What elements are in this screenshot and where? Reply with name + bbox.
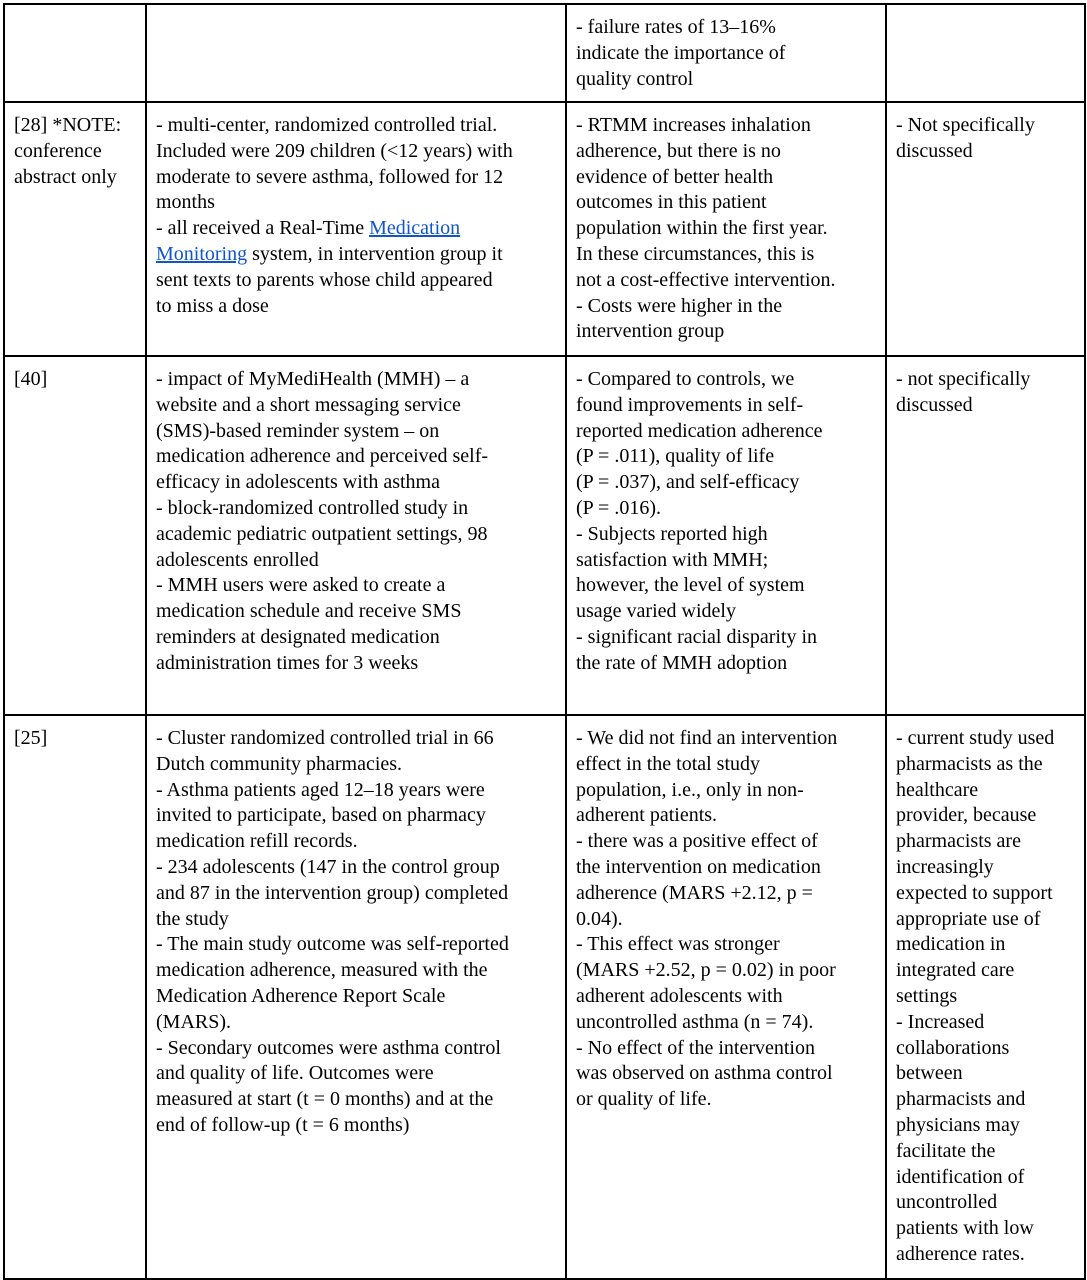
cell-line	[576, 216, 877, 242]
cell-line	[576, 113, 877, 139]
cell-text: adherence (MARS +2.12, p =	[576, 881, 813, 904]
cell-text: - Compared to controls, we	[576, 368, 795, 390]
cell-text: - MMH users were asked to create a	[156, 574, 446, 597]
cell-text: system, in intervention group it	[247, 242, 503, 265]
cell-text: [40]	[14, 368, 48, 390]
cell-line	[896, 752, 1076, 778]
cell-line	[576, 419, 877, 445]
cell-line	[576, 1036, 877, 1062]
cell-text: [28] *NOTE:	[14, 114, 122, 136]
cell-line	[576, 319, 877, 345]
table-row	[4, 715, 1085, 1279]
cell-line	[156, 393, 557, 419]
methods-cell	[146, 715, 566, 1279]
cell-text: settings	[896, 984, 958, 1007]
cell-text: to miss a dose	[156, 294, 269, 317]
cell-text: (P = .011), quality of life	[576, 445, 775, 468]
cell-line	[576, 984, 877, 1010]
cell-line	[156, 367, 557, 393]
cell-text: collaborations	[896, 1036, 1010, 1059]
findings-cell	[566, 715, 886, 1279]
cell-text: uncontrolled	[896, 1191, 998, 1214]
cell-text: the intervention on medication	[576, 855, 821, 878]
cell-line	[156, 752, 557, 778]
cell-line	[156, 932, 557, 958]
cell-line	[896, 778, 1076, 804]
cell-line	[576, 1061, 877, 1087]
cell-text: population, i.e., only in non-	[576, 778, 804, 801]
cell-text: invited to participate, based on pharmacy	[156, 804, 486, 827]
cell-line	[156, 522, 557, 548]
methods-cell	[146, 102, 566, 356]
table-row	[4, 356, 1085, 715]
cell-text: - This effect was stronger	[576, 933, 780, 956]
cell-line	[576, 190, 877, 216]
cell-text: adherence, but there is no	[576, 139, 781, 162]
methods-cell	[146, 356, 566, 715]
cell-text: however, the level of system	[576, 574, 805, 597]
cell-line	[576, 932, 877, 958]
cell-text: and quality of life. Outcomes were	[156, 1062, 434, 1085]
cell-line	[156, 803, 557, 829]
cell-text: - block-randomized controlled study in	[156, 496, 469, 519]
cell-text: population within the first year.	[576, 217, 828, 240]
cell-text: adolescents enrolled	[156, 548, 319, 571]
cell-text: evidence of better health	[576, 165, 774, 188]
cell-line	[896, 1010, 1076, 1036]
medication-monitoring-link[interactable]: Monitoring	[156, 242, 248, 265]
cell-line	[576, 599, 877, 625]
cell-text: - RTMM increases inhalation	[576, 114, 811, 136]
cell-line	[156, 1087, 557, 1113]
cell-text: [25]	[14, 727, 48, 749]
cell-text: healthcare	[896, 778, 979, 801]
cell-line	[576, 803, 877, 829]
cell-text: (MARS).	[156, 1010, 232, 1033]
cell-text: patients with low	[896, 1217, 1034, 1240]
cell-line	[896, 932, 1076, 958]
cell-text: medication adherence, measured with the	[156, 959, 488, 982]
cell-line	[576, 15, 877, 41]
cell-line	[576, 367, 877, 393]
cell-text: - there was a positive effect of	[576, 830, 818, 853]
cell-line	[896, 1139, 1076, 1165]
cell-line	[576, 726, 877, 752]
cell-line	[14, 367, 137, 393]
cell-text: efficacy in adolescents with asthma	[156, 471, 440, 494]
cell-text: - Asthma patients aged 12–18 years were	[156, 778, 485, 801]
cell-text: provider, because	[896, 804, 1037, 827]
cell-text: - significant racial disparity in	[576, 625, 818, 648]
cell-text: quality control	[576, 67, 694, 90]
cell-line	[896, 726, 1076, 752]
cell-text: sent texts to parents whose child appeared	[156, 268, 493, 291]
cell-text: 0.04).	[576, 907, 623, 930]
cell-line	[576, 242, 877, 268]
cell-line	[896, 958, 1076, 984]
cell-line	[576, 294, 877, 320]
cell-line	[896, 1216, 1076, 1242]
cell-text: pharmacists as the	[896, 752, 1043, 775]
cell-line	[156, 958, 557, 984]
cell-text: (MARS +2.52, p = 0.02) in poor	[576, 959, 836, 982]
cell-line	[156, 165, 557, 191]
cell-text: - failure rates of 13–16%	[576, 16, 776, 38]
cell-text: uncontrolled asthma (n = 74).	[576, 1010, 814, 1033]
findings-cell	[566, 102, 886, 356]
cell-line	[156, 294, 557, 320]
cell-text: - multi-center, randomized controlled trial.	[156, 114, 498, 136]
cell-text: pharmacists and	[896, 1088, 1026, 1111]
cell-line	[576, 625, 877, 651]
table-row	[4, 102, 1085, 356]
cell-line	[896, 907, 1076, 933]
table-row	[4, 4, 1085, 102]
notes-cell	[886, 4, 1085, 102]
cell-text: Medication Adherence Report Scale	[156, 984, 446, 1007]
cell-line	[14, 113, 137, 139]
ref-cell	[4, 715, 146, 1279]
cell-line	[156, 190, 557, 216]
cell-text: website and a short messaging service	[156, 393, 461, 416]
cell-line	[896, 829, 1076, 855]
notes-cell	[886, 715, 1085, 1279]
cell-line	[896, 1113, 1076, 1139]
cell-text: - The main study outcome was self-reported	[156, 933, 509, 956]
cell-text: - impact of MyMediHealth (MMH) – a	[156, 368, 470, 390]
cell-line	[576, 829, 877, 855]
cell-text: - current study used	[896, 727, 1055, 749]
cell-line	[156, 778, 557, 804]
cell-line	[576, 855, 877, 881]
methods-cell	[146, 4, 566, 102]
cell-line	[896, 367, 1076, 393]
cell-line	[156, 548, 557, 574]
cell-line	[156, 829, 557, 855]
review-table	[3, 3, 1086, 1280]
ref-cell	[4, 356, 146, 715]
cell-text: the study	[156, 907, 229, 930]
cell-text: medication schedule and receive SMS	[156, 600, 462, 623]
cell-line	[896, 1061, 1076, 1087]
cell-text: medication adherence and perceived self-	[156, 445, 489, 468]
cell-text: end of follow-up (t = 6 months)	[156, 1113, 410, 1136]
cell-line	[156, 139, 557, 165]
cell-line	[14, 726, 137, 752]
cell-line	[156, 726, 557, 752]
cell-line	[576, 958, 877, 984]
cell-text: - 234 adolescents (147 in the control group	[156, 855, 500, 878]
cell-line	[156, 573, 557, 599]
ref-cell	[4, 4, 146, 102]
cell-text: - We did not find an intervention	[576, 727, 838, 749]
cell-line	[156, 881, 557, 907]
cell-text: between	[896, 1062, 963, 1085]
cell-line	[156, 496, 557, 522]
cell-line	[896, 1242, 1076, 1268]
cell-text: appropriate use of	[896, 907, 1041, 930]
findings-cell	[566, 356, 886, 715]
cell-text: adherent patients.	[576, 804, 718, 827]
cell-line	[156, 651, 557, 677]
cell-text: In these circumstances, this is	[576, 242, 815, 265]
cell-line	[576, 651, 877, 677]
cell-text: medication in	[896, 933, 1006, 956]
cell-line	[156, 1036, 557, 1062]
cell-line	[156, 984, 557, 1010]
ref-cell	[4, 102, 146, 356]
cell-text: - Costs were higher in the	[576, 294, 783, 317]
cell-text: satisfaction with MMH;	[576, 548, 769, 571]
cell-line	[576, 881, 877, 907]
cell-text: (P = .016).	[576, 496, 661, 519]
cell-line	[156, 1061, 557, 1087]
cell-text: measured at start (t = 0 months) and at the	[156, 1088, 494, 1111]
cell-text: intervention group	[576, 320, 725, 343]
cell-text: academic pediatric outpatient settings, 98	[156, 522, 488, 545]
cell-text: outcomes in this patient	[576, 191, 767, 214]
notes-cell	[886, 356, 1085, 715]
cell-line	[14, 165, 137, 191]
cell-line	[576, 67, 877, 93]
cell-line	[576, 268, 877, 294]
cell-line	[576, 165, 877, 191]
findings-cell	[566, 4, 886, 102]
cell-line	[896, 139, 1076, 165]
cell-line	[576, 907, 877, 933]
cell-text: Dutch community pharmacies.	[156, 752, 403, 775]
medication-monitoring-link[interactable]: Medication	[369, 217, 461, 240]
cell-line	[576, 1010, 877, 1036]
cell-text: - not specifically	[896, 368, 1031, 390]
cell-text: identification of	[896, 1165, 1025, 1188]
cell-text: pharmacists are	[896, 830, 1021, 853]
cell-line	[896, 881, 1076, 907]
cell-line	[156, 419, 557, 445]
cell-text: Included were 209 children (<12 years) with	[156, 139, 513, 162]
cell-text: discussed	[896, 139, 973, 162]
cell-text: - No effect of the intervention	[576, 1036, 815, 1059]
cell-line	[576, 778, 877, 804]
cell-line	[576, 393, 877, 419]
cell-line	[156, 113, 557, 139]
cell-line	[896, 393, 1076, 419]
cell-text: - Secondary outcomes were asthma control	[156, 1036, 501, 1059]
cell-text: discussed	[896, 393, 973, 416]
cell-line	[896, 1165, 1076, 1191]
cell-line	[576, 522, 877, 548]
cell-text: medication refill records.	[156, 830, 358, 853]
cell-text: moderate to severe asthma, followed for 12	[156, 165, 504, 188]
cell-text: - Cluster randomized controlled trial in 66	[156, 727, 494, 749]
cell-line	[896, 113, 1076, 139]
cell-text: (P = .037), and self-efficacy	[576, 471, 800, 494]
cell-line	[576, 1087, 877, 1113]
cell-line	[156, 470, 557, 496]
cell-text: adherence rates.	[896, 1242, 1025, 1265]
cell-text: reminders at designated medication	[156, 625, 440, 648]
cell-line	[896, 1036, 1076, 1062]
cell-line	[896, 1190, 1076, 1216]
cell-line	[896, 1087, 1076, 1113]
cell-text: effect in the total study	[576, 752, 761, 775]
cell-text: - Increased	[896, 1010, 985, 1033]
cell-line	[156, 444, 557, 470]
cell-line	[156, 216, 557, 242]
cell-text: facilitate the	[896, 1139, 996, 1162]
cell-text: months	[156, 191, 215, 214]
cell-line	[576, 496, 877, 522]
cell-text: expected to support	[896, 881, 1053, 904]
cell-line	[576, 444, 877, 470]
cell-text: reported medication adherence	[576, 419, 823, 442]
cell-text: physicians may	[896, 1113, 1020, 1136]
cell-text: abstract only	[14, 165, 117, 188]
cell-line	[896, 803, 1076, 829]
cell-text: or quality of life.	[576, 1088, 712, 1111]
cell-line	[156, 599, 557, 625]
cell-text: increasingly	[896, 855, 994, 878]
cell-text: conference	[14, 139, 102, 162]
cell-line	[576, 752, 877, 778]
cell-text: - Subjects reported high	[576, 522, 768, 545]
cell-line	[14, 139, 137, 165]
cell-line	[156, 1113, 557, 1139]
cell-line	[156, 625, 557, 651]
cell-text: - Not specifically	[896, 114, 1035, 136]
cell-line	[156, 268, 557, 294]
cell-line	[576, 470, 877, 496]
cell-text: not a cost-effective intervention.	[576, 268, 836, 291]
cell-line	[156, 242, 557, 268]
cell-line	[576, 139, 877, 165]
cell-line	[156, 855, 557, 881]
cell-line	[576, 41, 877, 67]
cell-line	[156, 907, 557, 933]
cell-line	[896, 855, 1076, 881]
notes-cell	[886, 102, 1085, 356]
cell-text: the rate of MMH adoption	[576, 651, 788, 674]
cell-line	[896, 984, 1076, 1010]
cell-line	[156, 1010, 557, 1036]
cell-text: administration times for 3 weeks	[156, 651, 419, 674]
cell-text: integrated care	[896, 959, 1015, 982]
cell-text: usage varied widely	[576, 600, 736, 623]
cell-text: - all received a Real-Time	[156, 217, 370, 240]
cell-line	[576, 548, 877, 574]
cell-text: adherent adolescents with	[576, 984, 783, 1007]
cell-text: (SMS)-based reminder system – on	[156, 419, 440, 442]
cell-text: found improvements in self-	[576, 393, 804, 416]
cell-line	[576, 573, 877, 599]
cell-text: and 87 in the intervention group) completed	[156, 881, 509, 904]
cell-text: indicate the importance of	[576, 41, 786, 64]
cell-text: was observed on asthma control	[576, 1062, 833, 1085]
